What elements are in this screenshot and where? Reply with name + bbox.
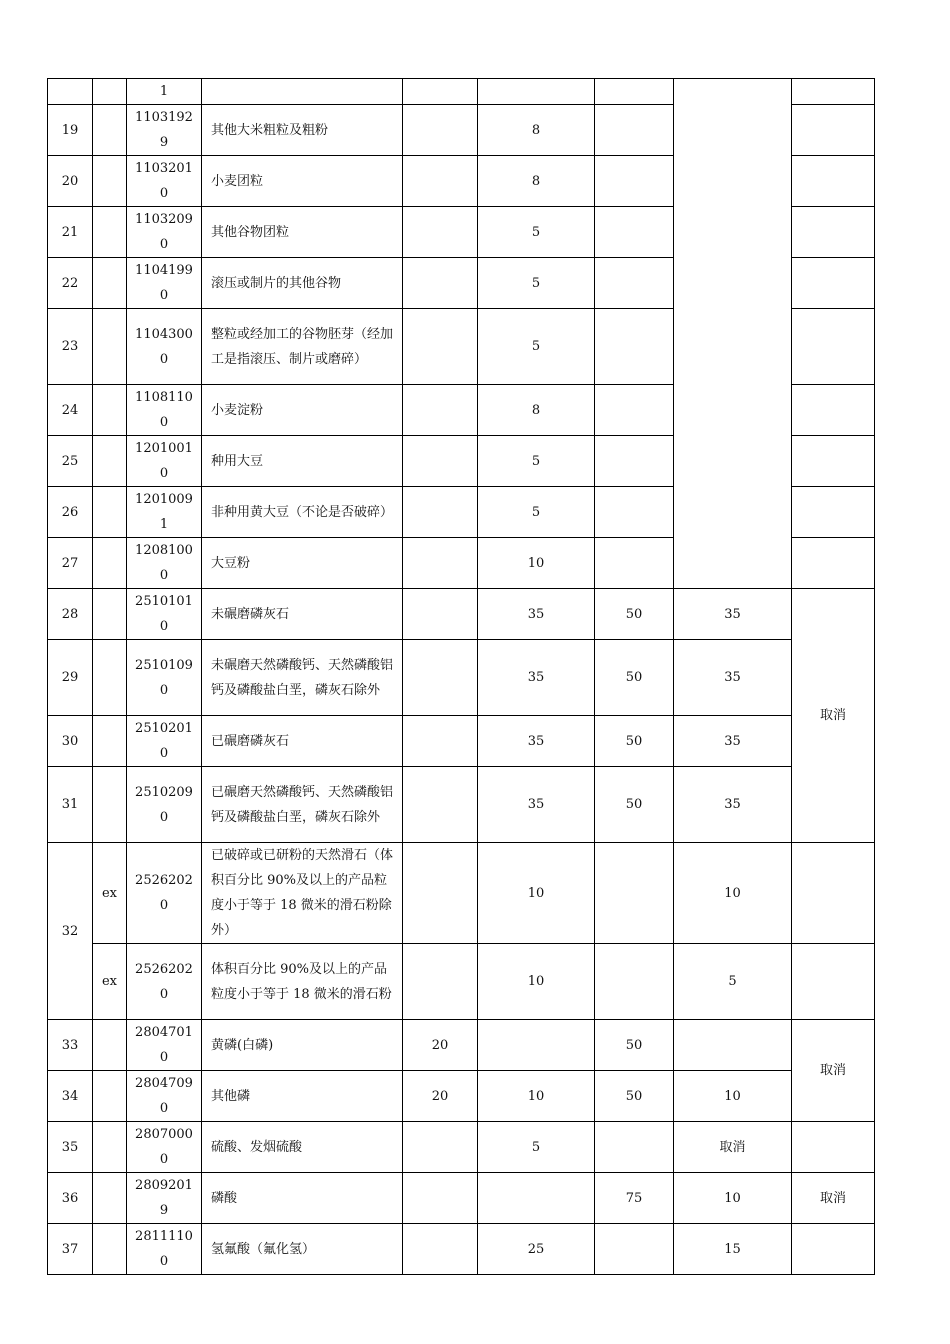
rate-cell: 35 [674, 767, 792, 843]
rate-cell: 10 [478, 944, 595, 1020]
description-cell: 磷酸 [202, 1173, 403, 1224]
hs-code-cell [127, 207, 202, 258]
rate-cell: 35 [674, 589, 792, 640]
rate-cell: 5 [478, 1122, 595, 1173]
description-cell: 其他大米粗粒及粗粉 [202, 105, 403, 156]
rate-cell [595, 385, 674, 436]
rate-cell: 10 [674, 1071, 792, 1122]
hs-code-cell [127, 436, 202, 487]
merged-blank-cell [674, 79, 792, 589]
rate-cell [595, 156, 674, 207]
description-cell: 整粒或经加工的谷物胚芽（经加工是指滚压、制片或磨碎） [202, 309, 403, 385]
rate-cell [403, 589, 478, 640]
rate-cell [403, 538, 478, 589]
hs-code-part: 0 [159, 568, 169, 583]
rate-cell [403, 436, 478, 487]
hs-code-cell [127, 105, 202, 156]
hs-code-part: 2510101 [135, 594, 193, 609]
rate-cell [595, 207, 674, 258]
description-cell: 已碾磨天然磷酸钙、天然磷酸铝钙及磷酸盐白垩，磷灰石除外 [202, 767, 403, 843]
ex-cell: ex [93, 944, 127, 1020]
hs-code-cell [127, 538, 202, 589]
cancel-merged-cell: 取消 [792, 1020, 875, 1122]
table-row [48, 843, 875, 944]
hs-code-part: 0 [159, 809, 169, 825]
hs-code-part: 9 [159, 135, 169, 150]
rate-cell [403, 1173, 478, 1224]
ex-cell [93, 1071, 127, 1122]
description-cell [202, 79, 403, 105]
ex-cell [93, 487, 127, 538]
hs-code-cell [127, 156, 202, 207]
hs-code-part: 2811110 [135, 1229, 193, 1244]
rate-cell [595, 487, 674, 538]
ex-cell [93, 716, 127, 767]
ex-cell: ex [93, 843, 127, 944]
hs-code-part: 2807000 [135, 1127, 193, 1142]
rate-cell [403, 640, 478, 716]
hs-code-cell [127, 944, 202, 1020]
table-row [48, 1020, 875, 1071]
rate-cell: 5 [478, 436, 595, 487]
table-row [48, 79, 875, 105]
rate-cell [792, 436, 875, 487]
rate-cell [792, 309, 875, 385]
rate-cell [403, 156, 478, 207]
rate-cell: 50 [595, 716, 674, 767]
rate-cell: 35 [478, 640, 595, 716]
table-row [48, 1122, 875, 1173]
row-number-cell: 32 [48, 843, 93, 1020]
row-number-cell: 30 [48, 716, 93, 767]
table-row [48, 716, 875, 767]
rate-cell [595, 538, 674, 589]
hs-code-cell: 1 [127, 79, 202, 105]
hs-code-part: 2510201 [135, 721, 193, 736]
rate-cell [595, 1122, 674, 1173]
hs-code-part: 2526202 [135, 961, 193, 977]
rate-cell [478, 79, 595, 105]
hs-code-part: 0 [159, 682, 169, 698]
description-cell: 硫酸、发烟硫酸 [202, 1122, 403, 1173]
hs-code-part: 1108110 [135, 390, 193, 405]
rate-cell [595, 79, 674, 105]
ex-cell [93, 767, 127, 843]
rate-cell: 35 [478, 589, 595, 640]
rate-cell [403, 1122, 478, 1173]
ex-cell [93, 79, 127, 105]
rate-cell [403, 258, 478, 309]
hs-code-part: 1103201 [135, 161, 193, 176]
hs-code-cell [127, 640, 202, 716]
rate-cell [403, 716, 478, 767]
description-cell: 滚压或制片的其他谷物 [202, 258, 403, 309]
row-number-cell [48, 79, 93, 105]
hs-code-cell [127, 589, 202, 640]
rate-cell [792, 1122, 875, 1173]
row-number-cell: 25 [48, 436, 93, 487]
hs-code-cell [127, 1020, 202, 1071]
rate-cell [792, 944, 875, 1020]
rate-cell: 8 [478, 105, 595, 156]
rate-cell [792, 258, 875, 309]
rate-cell: 35 [674, 716, 792, 767]
table-row [48, 944, 875, 1020]
row-number-cell: 27 [48, 538, 93, 589]
rate-cell: 50 [595, 589, 674, 640]
rate-cell: 10 [674, 1173, 792, 1224]
hs-code-part: 9 [159, 1203, 169, 1218]
rate-cell: 5 [674, 944, 792, 1020]
rate-cell: 8 [478, 385, 595, 436]
hs-code-part: 2510209 [135, 784, 193, 800]
description-cell: 小麦团粒 [202, 156, 403, 207]
hs-code-cell [127, 1122, 202, 1173]
row-number-cell: 31 [48, 767, 93, 843]
rate-cell: 5 [478, 258, 595, 309]
ex-cell [93, 538, 127, 589]
hs-code-part: 2804709 [135, 1076, 193, 1091]
hs-code-cell [127, 258, 202, 309]
ex-cell [93, 1173, 127, 1224]
rate-cell [595, 1224, 674, 1275]
hs-code-part: 0 [159, 1254, 169, 1269]
table-row [48, 1173, 875, 1224]
rate-cell [403, 487, 478, 538]
row-number-cell: 21 [48, 207, 93, 258]
rate-cell [595, 944, 674, 1020]
rate-cell: 5 [478, 487, 595, 538]
hs-code-part: 0 [159, 237, 169, 252]
rate-cell [595, 843, 674, 944]
row-number-cell: 19 [48, 105, 93, 156]
ex-cell [93, 207, 127, 258]
hs-code-part: 1103209 [135, 212, 193, 227]
ex-cell [93, 258, 127, 309]
hs-code-cell [127, 1071, 202, 1122]
rate-cell [792, 105, 875, 156]
hs-code-part: 2526202 [135, 873, 193, 888]
description-cell: 小麦淀粉 [202, 385, 403, 436]
rate-cell: 10 [478, 538, 595, 589]
rate-cell [595, 309, 674, 385]
rate-cell: 10 [478, 1071, 595, 1122]
rate-cell [595, 436, 674, 487]
table-row [48, 640, 875, 716]
rate-cell [792, 843, 875, 944]
row-number-cell: 20 [48, 156, 93, 207]
rate-cell [478, 1173, 595, 1224]
row-number-cell: 33 [48, 1020, 93, 1071]
hs-code-part: 0 [159, 986, 169, 1002]
rate-cell [403, 843, 478, 944]
rate-cell [792, 79, 875, 105]
rate-cell: 50 [595, 1020, 674, 1071]
hs-code-cell [127, 1224, 202, 1275]
table-row [48, 589, 875, 640]
rate-cell [595, 105, 674, 156]
ex-cell [93, 309, 127, 385]
rate-cell [792, 1224, 875, 1275]
hs-code-part: 0 [159, 186, 169, 201]
hs-code-part: 1201001 [135, 441, 193, 456]
description-cell: 体积百分比 90%及以上的产品粒度小于等于 18 微米的滑石粉 [202, 944, 403, 1020]
hs-code-cell [127, 309, 202, 385]
ex-cell [93, 1122, 127, 1173]
description-cell: 氢氟酸（氟化氢） [202, 1224, 403, 1275]
rate-cell [403, 944, 478, 1020]
hs-code-part: 1104300 [135, 326, 193, 342]
row-number-cell: 29 [48, 640, 93, 716]
hs-code-part: 1201009 [135, 492, 193, 507]
description-cell: 其他磷 [202, 1071, 403, 1122]
rate-cell [674, 1020, 792, 1071]
rate-cell [403, 767, 478, 843]
ex-cell [93, 105, 127, 156]
ex-cell [93, 436, 127, 487]
rate-cell: 20 [403, 1071, 478, 1122]
rate-cell: 50 [595, 640, 674, 716]
rate-cell: 35 [478, 767, 595, 843]
rate-cell: 取消 [792, 1173, 875, 1224]
hs-code-part: 2809201 [135, 1178, 193, 1193]
rate-cell [792, 156, 875, 207]
hs-code-part: 1103192 [135, 110, 193, 125]
hs-code-part: 0 [159, 415, 169, 430]
hs-code-cell [127, 843, 202, 944]
description-cell: 黄磷(白磷) [202, 1020, 403, 1071]
description-cell: 未碾磨天然磷酸钙、天然磷酸铝钙及磷酸盐白垩，磷灰石除外 [202, 640, 403, 716]
ex-cell [93, 1224, 127, 1275]
rate-cell [595, 258, 674, 309]
table-row [48, 1071, 875, 1122]
row-number-cell: 36 [48, 1173, 93, 1224]
hs-code-cell [127, 767, 202, 843]
hs-code-cell [127, 716, 202, 767]
ex-cell [93, 640, 127, 716]
rate-cell [403, 79, 478, 105]
row-number-cell: 28 [48, 589, 93, 640]
rate-cell [403, 309, 478, 385]
rate-cell [403, 207, 478, 258]
hs-code-part: 0 [159, 1050, 169, 1065]
rate-cell: 25 [478, 1224, 595, 1275]
row-number-cell: 24 [48, 385, 93, 436]
rate-cell: 20 [403, 1020, 478, 1071]
rate-cell [403, 105, 478, 156]
rate-cell: 50 [595, 1071, 674, 1122]
row-number-cell: 22 [48, 258, 93, 309]
description-cell: 已碾磨磷灰石 [202, 716, 403, 767]
rate-cell: 10 [478, 843, 595, 944]
rate-cell [403, 1224, 478, 1275]
rate-cell [792, 487, 875, 538]
rate-cell: 10 [674, 843, 792, 944]
rate-cell [792, 385, 875, 436]
description-cell: 其他谷物团粒 [202, 207, 403, 258]
row-number-cell: 37 [48, 1224, 93, 1275]
hs-code-cell [127, 1173, 202, 1224]
description-cell: 大豆粉 [202, 538, 403, 589]
row-number-cell: 23 [48, 309, 93, 385]
rate-cell: 50 [595, 767, 674, 843]
description-cell: 非种用黄大豆（不论是否破碎） [202, 487, 403, 538]
hs-code-cell [127, 385, 202, 436]
ex-cell [93, 385, 127, 436]
row-number-cell: 35 [48, 1122, 93, 1173]
ex-cell [93, 1020, 127, 1071]
hs-code-part: 0 [159, 746, 169, 761]
table-row [48, 767, 875, 843]
hs-code-part: 1104199 [135, 263, 193, 278]
ex-cell [93, 589, 127, 640]
rate-cell [478, 1020, 595, 1071]
description-cell: 种用大豆 [202, 436, 403, 487]
rate-cell: 35 [478, 716, 595, 767]
hs-code-part: 2804701 [135, 1025, 193, 1040]
hs-code-part: 0 [159, 898, 169, 913]
rate-cell: 15 [674, 1224, 792, 1275]
rate-cell [403, 385, 478, 436]
hs-code-part: 0 [159, 1101, 169, 1116]
ex-cell [93, 156, 127, 207]
cancel-merged-cell: 取消 [792, 589, 875, 843]
rate-cell: 75 [595, 1173, 674, 1224]
row-number-cell: 34 [48, 1071, 93, 1122]
rate-cell [792, 207, 875, 258]
hs-code-part: 0 [159, 619, 169, 634]
rate-cell: 取消 [674, 1122, 792, 1173]
hs-code-part: 1208100 [135, 543, 193, 558]
hs-code-part: 2510109 [135, 657, 193, 673]
hs-code-part: 0 [159, 288, 169, 303]
hs-code-part: 0 [159, 1152, 169, 1167]
rate-cell [792, 538, 875, 589]
hs-code-part: 0 [159, 351, 169, 367]
hs-code-part: 0 [159, 466, 169, 481]
description-cell: 已破碎或已研粉的天然滑石（体积百分比 90%及以上的产品粒度小于等于 18 微米的滑石粉除外） [202, 843, 403, 944]
rate-cell: 5 [478, 207, 595, 258]
rate-cell: 35 [674, 640, 792, 716]
tariff-table [47, 78, 875, 1275]
row-number-cell: 26 [48, 487, 93, 538]
description-cell: 未碾磨磷灰石 [202, 589, 403, 640]
rate-cell: 5 [478, 309, 595, 385]
table-row [48, 1224, 875, 1275]
hs-code-part: 1 [159, 517, 169, 532]
hs-code-cell [127, 487, 202, 538]
rate-cell: 8 [478, 156, 595, 207]
